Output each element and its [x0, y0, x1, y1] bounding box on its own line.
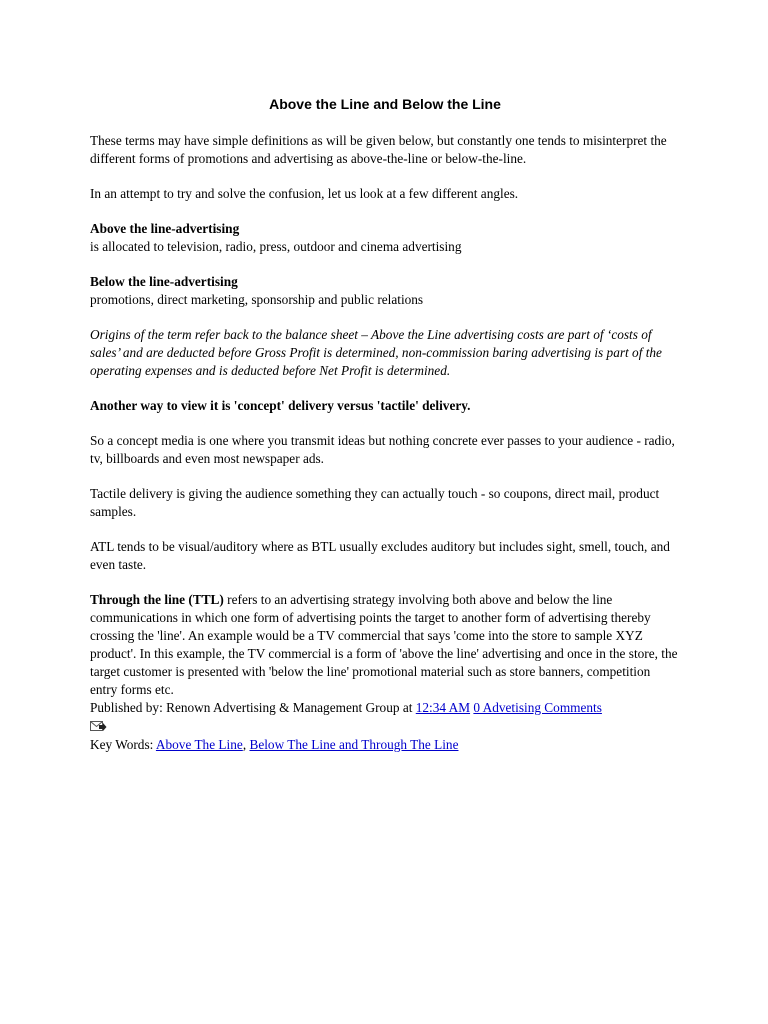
ttl-paragraph [90, 591, 680, 699]
published-line [90, 699, 680, 717]
email-post-icon[interactable] [90, 719, 107, 733]
keywords-line [90, 736, 680, 754]
ttl-heading: Through the line (TTL) [90, 592, 224, 607]
attempt-paragraph: In an attempt to try and solve the confusion, let us look at a few different angles. [90, 186, 519, 201]
keyword-link-above-the-line[interactable]: Above The Line [155, 736, 243, 752]
concept-paragraph: So a concept media is one where you transmit ideas but nothing concrete ever passes to your audience - radio, tv, billboards and even most newspaper ads. [90, 433, 675, 466]
another-way-text: Another way to view it is 'concept' delivery versus 'tactile' delivery. [90, 398, 471, 413]
email-post-row [90, 717, 680, 736]
keywords-label: Key Words: [90, 736, 156, 752]
atl-text: is allocated to television, radio, press, outdoor and cinema advertising [90, 239, 462, 254]
atl-section [90, 220, 680, 256]
btl-heading: Below the line-advertising [90, 274, 238, 289]
keywords-separator: , [242, 736, 250, 752]
another-way-paragraph [90, 397, 680, 415]
btl-text: promotions, direct marketing, sponsorship and public relations [90, 292, 424, 307]
document-page [90, 94, 680, 754]
keyword-link-below-the-line[interactable]: Below The Line and Through The Line [249, 736, 459, 752]
page-title: Above the Line and Below the Line [269, 96, 501, 112]
post-time-link[interactable]: 12:34 AM [415, 700, 471, 715]
comments-link[interactable]: 0 Advetising Comments [473, 700, 602, 715]
published-prefix: Published by: Renown Advertising & Management Group at [90, 700, 416, 715]
intro-paragraph: These terms may have simple definitions as will be given below, but constantly one tends to misinterpret the different forms of promotions and advertising as above-the-line or below-the-line. [90, 133, 667, 166]
atl-heading: Above the line-advertising [90, 221, 240, 236]
tactile-paragraph: Tactile delivery is giving the audience something they can actually touch - so coupons, direct mail, product samples. [90, 486, 660, 519]
origins-paragraph: Origins of the term refer back to the balance sheet – Above the Line advertising costs are part of ‘costs of sales’ and are deducted before Gross Profit is determined, non-commission baring advertising is part of the operating expenses and is deducted before Net Profit is determined. [90, 327, 662, 378]
ttl-text: refers to an advertising strategy involving both above and below the line communications in which one form of advertising points the target to another form of advertising thereby crossing the 'line'. An example would be a TV commercial that says 'come into the store to sample XYZ product'. In this example, the TV commercial is a form of 'above the line' advertising and once in the store, the target customer is presented with 'below the line' promotional material such as store banners, competition entry forms etc. [90, 592, 678, 697]
btl-section [90, 273, 680, 309]
atl-btl-paragraph: ATL tends to be visual/auditory where as BTL usually excludes auditory but includes sight, smell, touch, and even taste. [90, 539, 670, 572]
